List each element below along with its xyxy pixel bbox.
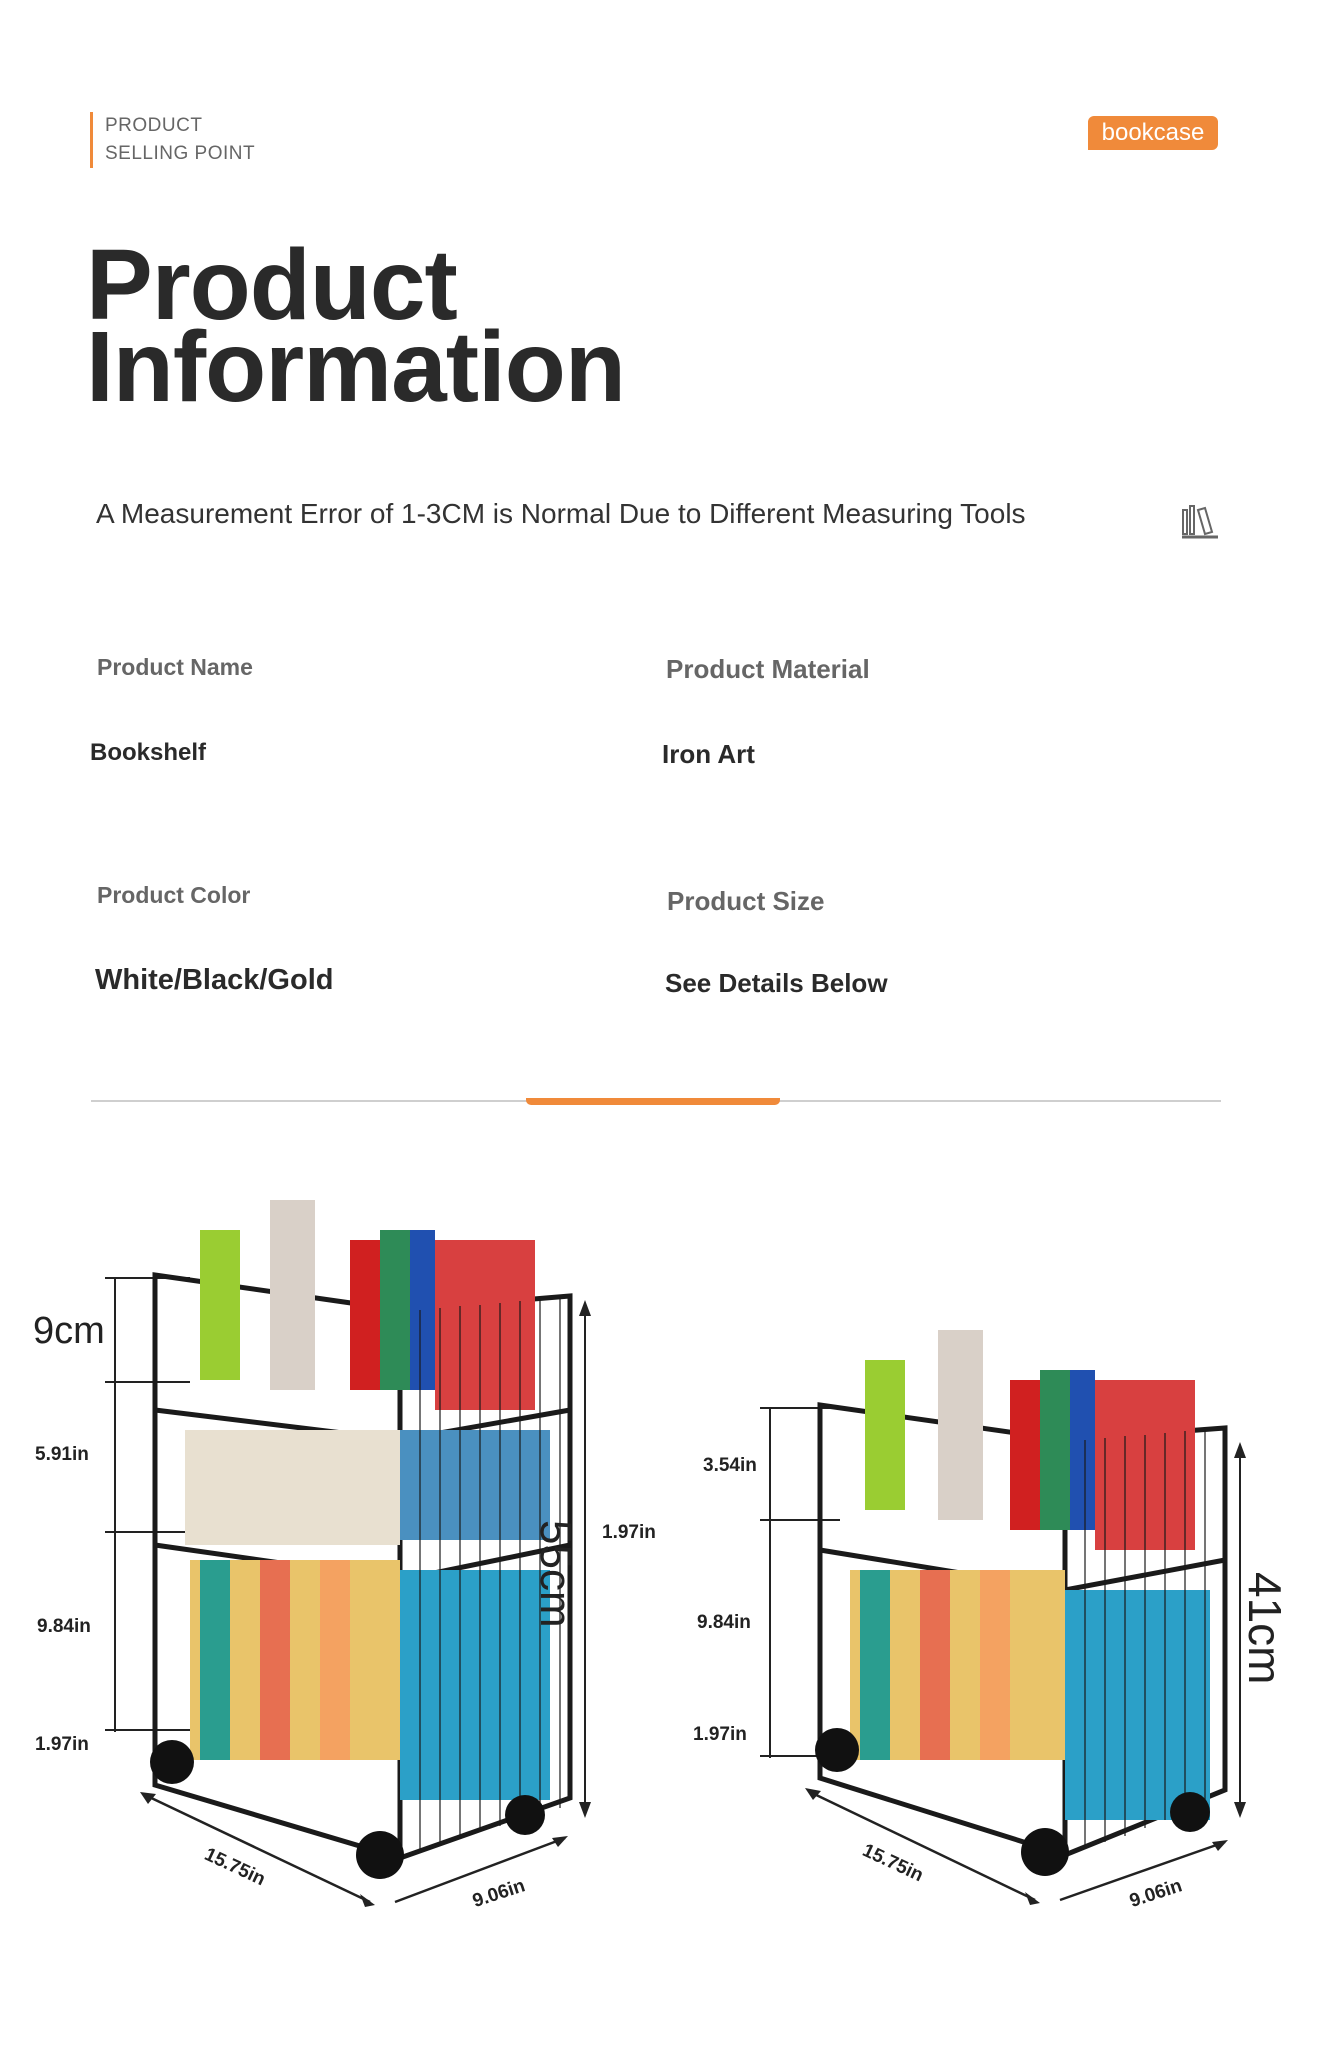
- large-dim-9-84: 9.84in: [37, 1616, 91, 1637]
- product-material-label: Product Material: [666, 654, 870, 684]
- large-side-dim-1-97: 1.97in: [602, 1522, 656, 1543]
- large-length-dim: 15.75in: [201, 1844, 269, 1891]
- measurement-note: A Measurement Error of 1-3CM is Normal Due to Different Measuring Tools: [96, 498, 1026, 529]
- small-bookshelf-image: [660, 1300, 1322, 1940]
- large-dim-1-97: 1.97in: [35, 1734, 89, 1755]
- large-dim-5-91: 5.91in: [35, 1444, 89, 1465]
- selling-point-line2: SELLING POINT: [105, 143, 256, 164]
- large-width-dim: 9.06in: [470, 1875, 528, 1912]
- product-material-value: Iron Art: [662, 739, 755, 769]
- product-color-value: White/Black/Gold: [95, 964, 334, 996]
- product-size-label: Product Size: [667, 886, 825, 916]
- page-title-line2: Information: [86, 311, 625, 423]
- selling-point-tag: [90, 112, 255, 168]
- product-size-value: See Details Below: [665, 968, 888, 998]
- books-icon: [1180, 500, 1220, 540]
- small-dim-3-54: 3.54in: [703, 1455, 757, 1476]
- small-length-dim: 15.75in: [859, 1840, 927, 1887]
- product-name-label: Product Name: [97, 654, 253, 680]
- category-badge: bookcase: [1088, 116, 1218, 150]
- large-height-dim: 55cm: [531, 1520, 580, 1628]
- small-width-dim: 9.06in: [1127, 1875, 1185, 1912]
- page-title: [86, 229, 625, 423]
- small-height-dim: 41cm: [1239, 1572, 1291, 1685]
- small-dim-1-97: 1.97in: [693, 1724, 747, 1745]
- product-color-label: Product Color: [97, 882, 251, 908]
- large-top-basket-dim: 9cm: [33, 1310, 105, 1352]
- product-name-value: Bookshelf: [90, 739, 207, 766]
- page-title-line1: Product: [86, 229, 457, 341]
- divider-accent: [526, 1098, 780, 1105]
- selling-point-line1: PRODUCT: [105, 115, 203, 136]
- small-dim-9-84: 9.84in: [697, 1612, 751, 1633]
